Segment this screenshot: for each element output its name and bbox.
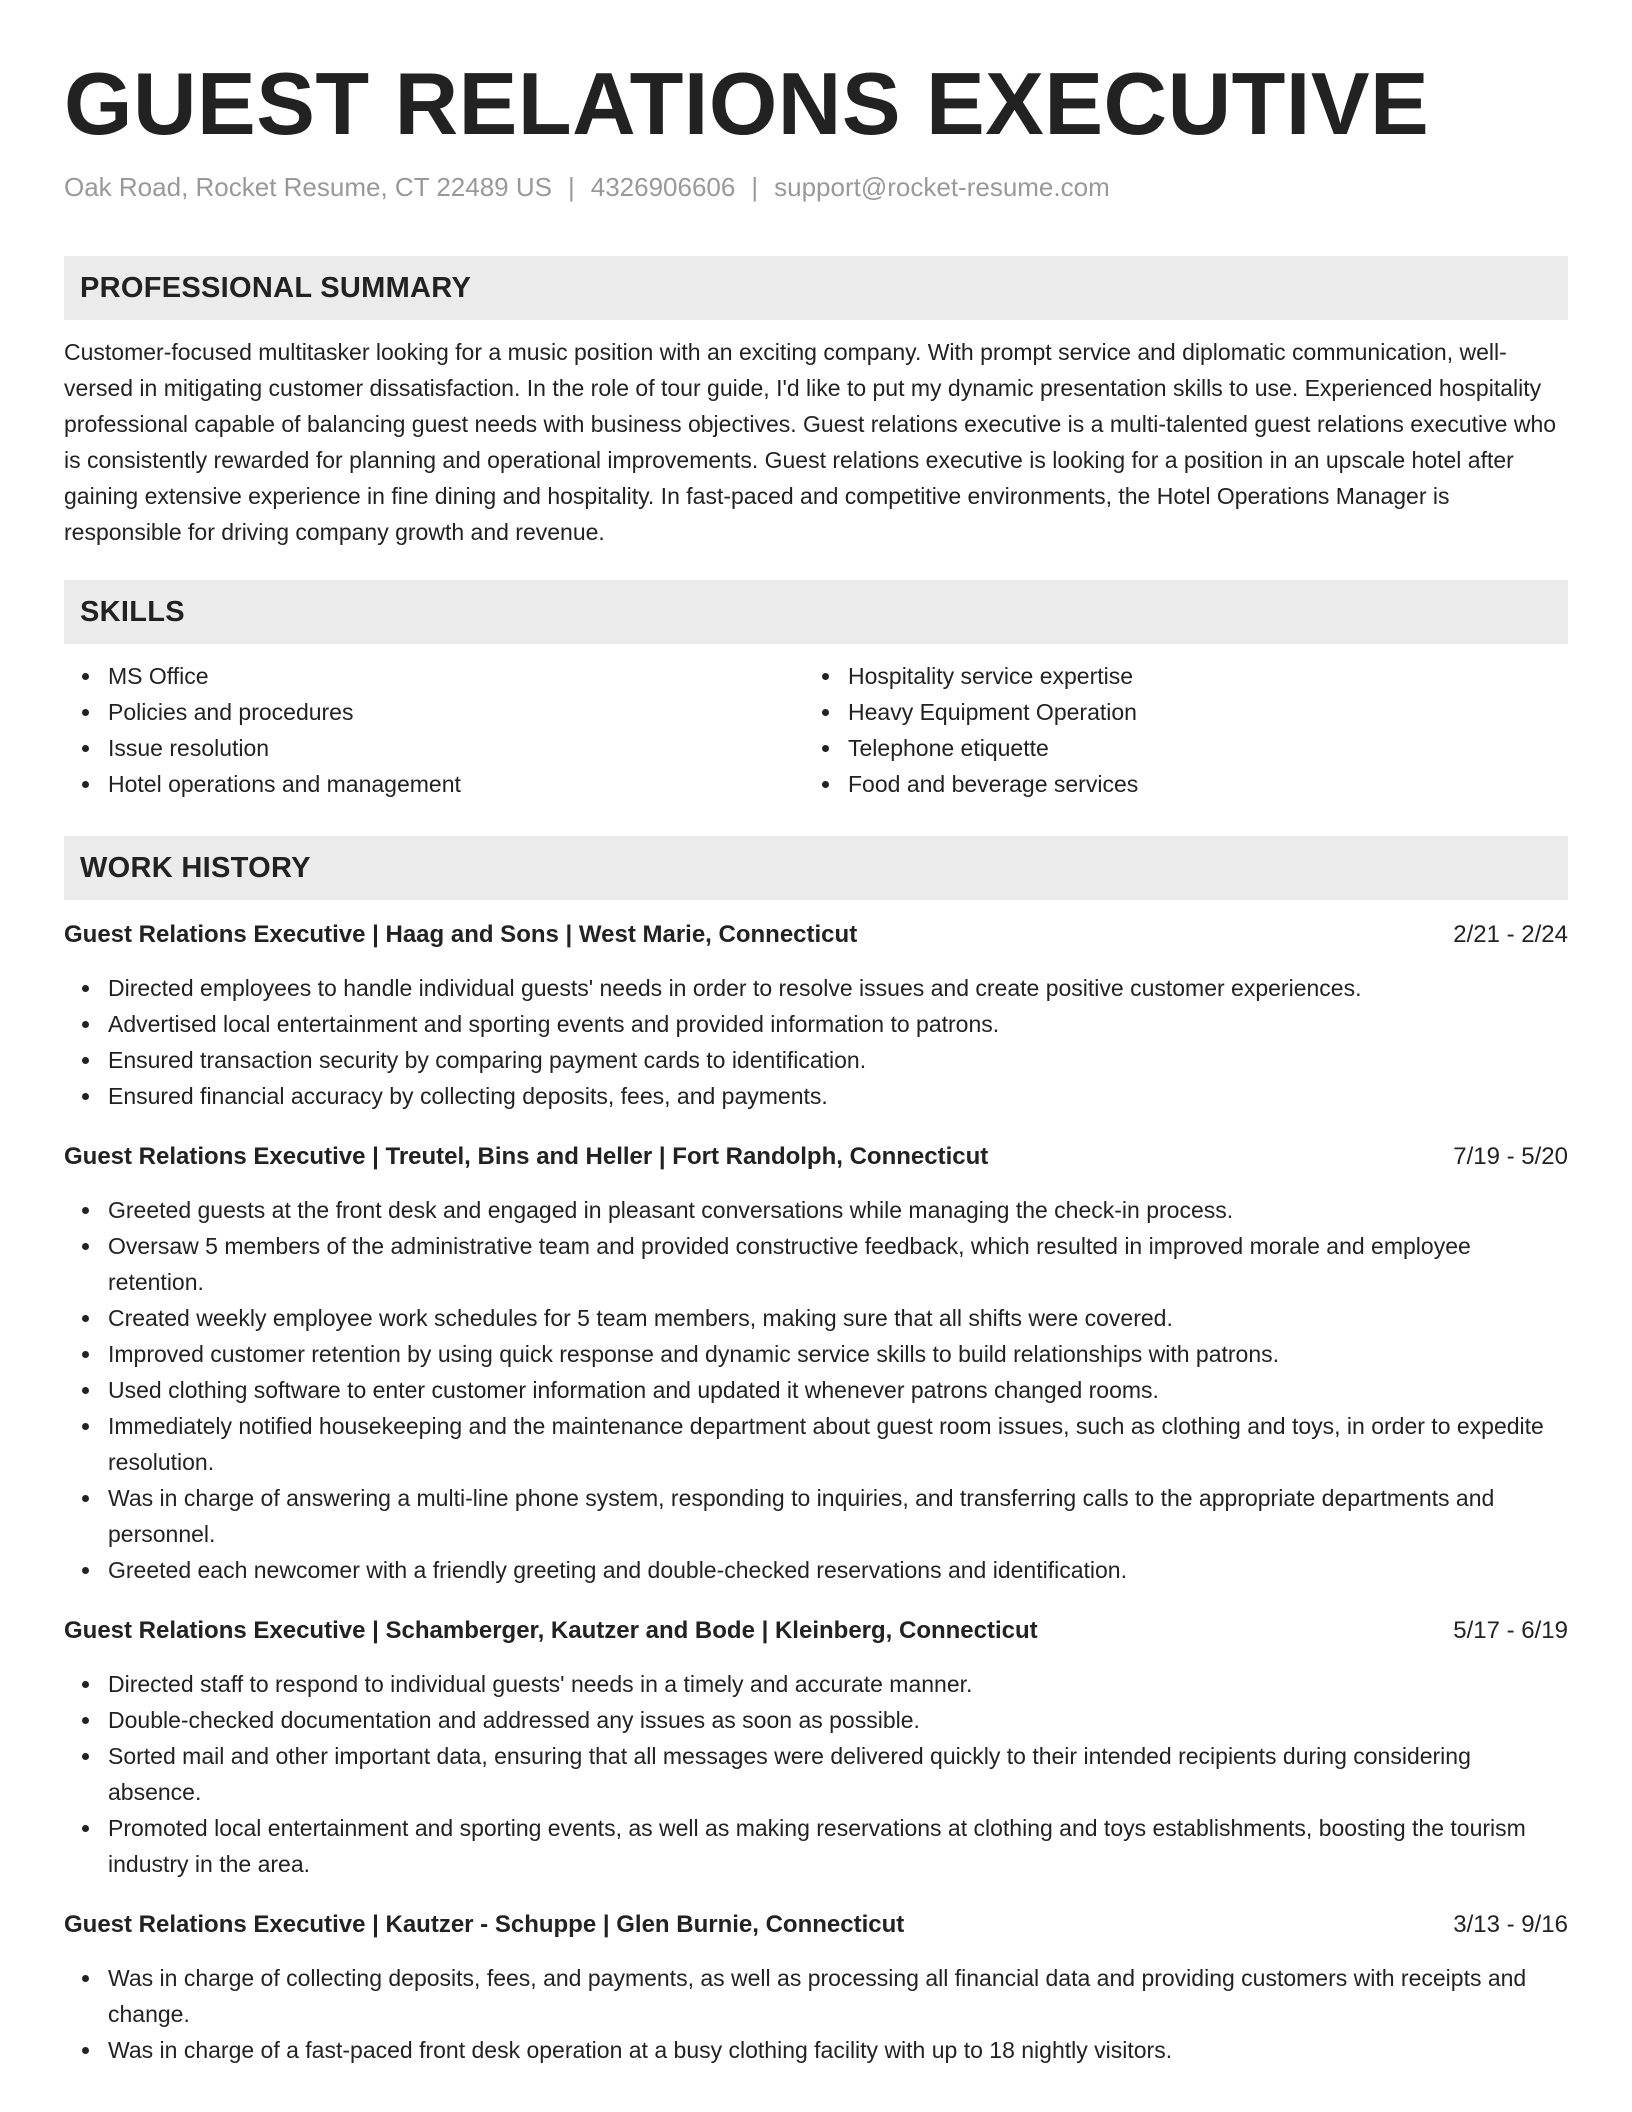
job-title: Guest Relations Executive | Kautzer - Schuppe | Glen Burnie, Connecticut [64,1911,905,1938]
skills-column-right [804,658,1544,802]
section-header-skills: SKILLS [64,580,1568,644]
skill-item: Hotel operations and management [64,766,804,802]
skill-item: Issue resolution [64,730,804,766]
job-bullet: Directed staff to respond to individual guests' needs in a timely and accurate manner. [64,1666,1568,1702]
job-bullet: Greeted each newcomer with a friendly greeting and double-checked reservations and identification. [64,1552,1568,1588]
section-header-work-history: WORK HISTORY [64,836,1568,900]
skill-item: MS Office [64,658,804,694]
job-entry [64,1908,1568,2068]
job-title: Guest Relations Executive | Haag and Sons | West Marie, Connecticut [64,921,858,948]
contact-separator: | [751,172,759,202]
summary-paragraph: Customer-focused multitasker looking for a music position with an exciting company. With prompt service and diplomatic communication, well-versed in mitigating customer dissatisfaction. In the role of tour guide, I'd like to put my dynamic presentation skills to use. Experienced hospitality professional capable of balancing guest needs with business objectives. Guest relations executive is a multi-talented guest relations executive who is consistently rewarded for planning and operational improvements. Guest relations executive is looking for a position in an upscale hotel after gaining extensive experience in fine dining and hospitality. In fast-paced and competitive environments, the Hotel Operations Manager is responsible for driving company growth and revenue. [64,339,1557,545]
job-bullets [64,1960,1568,2068]
job-bullet: Ensured transaction security by comparing payment cards to identification. [64,1042,1568,1078]
job-bullet: Sorted mail and other important data, ensuring that all messages were delivered quickly to their intended recipients during considering absence. [64,1738,1568,1810]
skill-item: Heavy Equipment Operation [804,694,1544,730]
contact-address: Oak Road, Rocket Resume, CT 22489 US [64,172,552,202]
job-entry [64,1140,1568,1588]
job-header [64,1908,1568,1942]
skills-column-left [64,658,804,802]
job-bullet: Oversaw 5 members of the administrative team and provided constructive feedback, which resulted in improved morale and employee retention. [64,1228,1568,1300]
contact-line [64,170,1568,204]
contact-email: support@rocket-resume.com [774,172,1110,202]
job-bullet: Double-checked documentation and addressed any issues as soon as possible. [64,1702,1568,1738]
contact-phone: 4326906606 [590,172,736,202]
job-bullet: Used clothing software to enter customer information and updated it whenever patrons changed rooms. [64,1372,1568,1408]
section-header-summary: PROFESSIONAL SUMMARY [64,256,1568,320]
job-bullet: Promoted local entertainment and sporting events, as well as making reservations at clothing and toys establishments, boosting the tourism industry in the area. [64,1810,1568,1882]
job-dates: 5/17 - 6/19 [1453,1617,1568,1644]
job-bullet: Greeted guests at the front desk and engaged in pleasant conversations while managing the check-in process. [64,1192,1568,1228]
job-dates: 3/13 - 9/16 [1453,1911,1568,1938]
job-dates: 2/21 - 2/24 [1453,921,1568,948]
job-header [64,918,1568,952]
job-bullet: Immediately notified housekeeping and the maintenance department about guest room issues, such as clothing and toys, in order to expedite resolution. [64,1408,1568,1480]
job-bullet: Was in charge of a fast-paced front desk operation at a busy clothing facility with up to 18 nightly visitors. [64,2032,1568,2068]
job-header [64,1140,1568,1174]
job-bullets [64,1192,1568,1588]
job-bullet: Created weekly employee work schedules for 5 team members, making sure that all shifts were covered. [64,1300,1568,1336]
job-header [64,1614,1568,1648]
job-dates: 7/19 - 5/20 [1453,1143,1568,1170]
job-entry [64,1614,1568,1882]
skill-item: Hospitality service expertise [804,658,1544,694]
job-bullet: Ensured financial accuracy by collecting deposits, fees, and payments. [64,1078,1568,1114]
job-title: Guest Relations Executive | Treutel, Bins and Heller | Fort Randolph, Connecticut [64,1143,989,1170]
job-bullets [64,1666,1568,1882]
skill-item: Food and beverage services [804,766,1544,802]
skills-grid [64,658,1568,802]
job-title: Guest Relations Executive | Schamberger, Kautzer and Bode | Kleinberg, Connecticut [64,1617,1038,1644]
job-bullet: Improved customer retention by using quick response and dynamic service skills to build relationships with patrons. [64,1336,1568,1372]
job-bullet: Was in charge of answering a multi-line phone system, responding to inquiries, and transferring calls to the appropriate departments and personnel. [64,1480,1568,1552]
skill-item: Telephone etiquette [804,730,1544,766]
skill-item: Policies and procedures [64,694,804,730]
job-bullets [64,970,1568,1114]
job-bullet: Advertised local entertainment and sporting events and provided information to patrons. [64,1006,1568,1042]
resume-name-heading: GUEST RELATIONS EXECUTIVE [64,54,1430,153]
job-bullet: Directed employees to handle individual guests' needs in order to resolve issues and create positive customer experiences. [64,970,1568,1006]
job-entry [64,918,1568,1114]
job-bullet: Was in charge of collecting deposits, fees, and payments, as well as processing all financial data and providing customers with receipts and change. [64,1960,1568,2032]
contact-separator: | [567,172,575,202]
